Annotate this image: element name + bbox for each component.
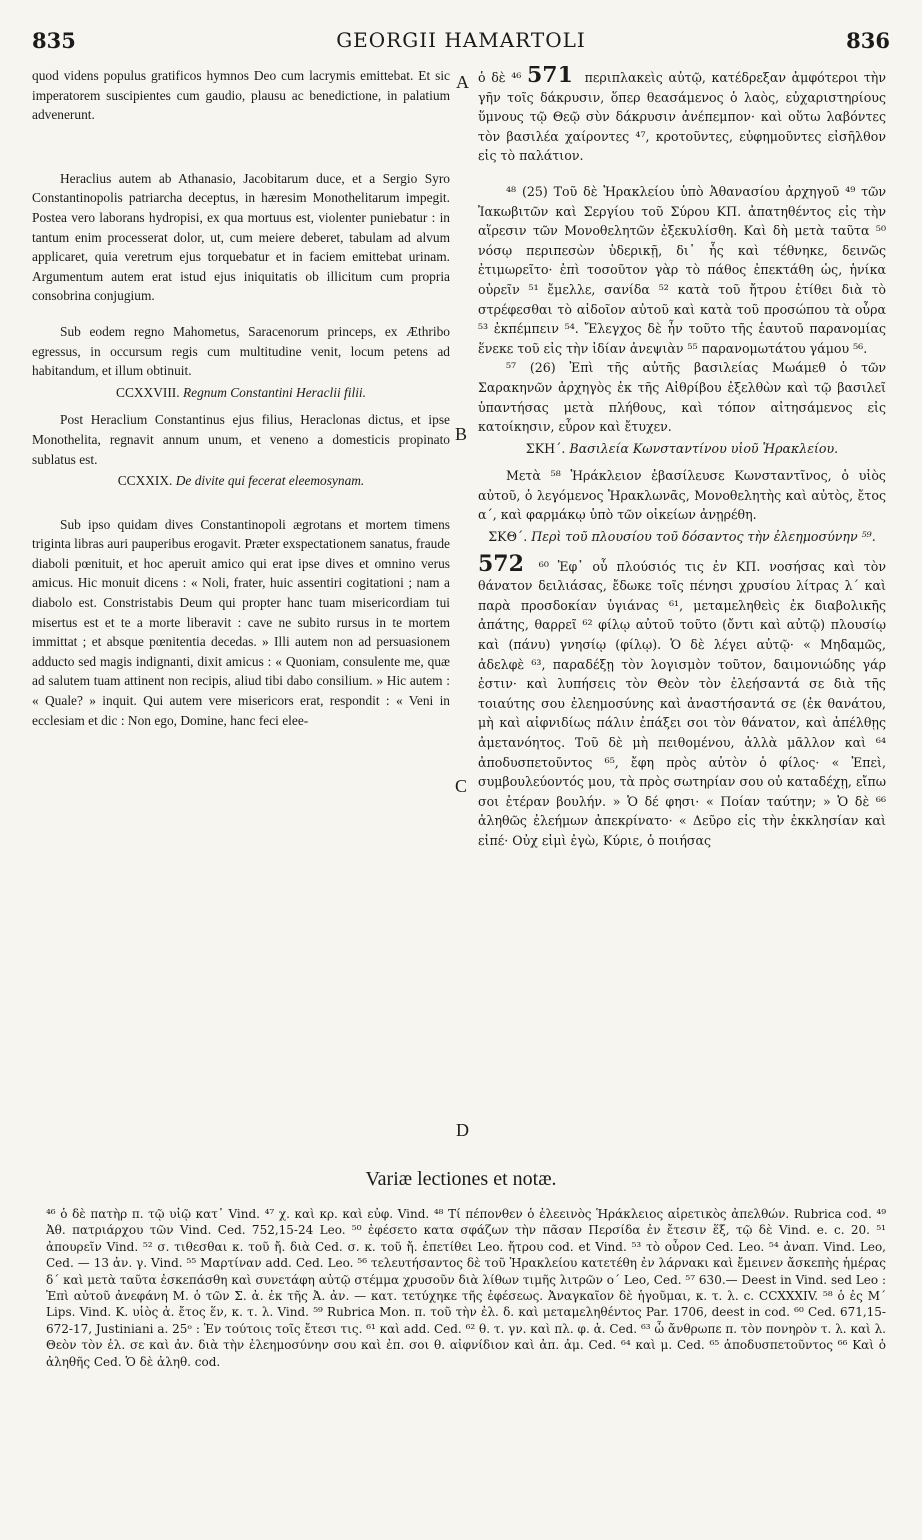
greek-heading-skh	[478, 439, 886, 459]
latin-column	[32, 66, 450, 1156]
margin-letter-d: D	[456, 1120, 469, 1140]
latin-heading-title: Regnum Constantini Heraclii filii.	[182, 384, 366, 400]
column-number-572: 572	[478, 550, 524, 577]
page-header	[0, 22, 922, 56]
greek-heading-number: ΣΚΗ΄.	[525, 440, 566, 456]
margin-letter-b: B	[455, 424, 468, 444]
greek-heading-title: Περὶ τοῦ πλουσίου τοῦ δόσαντος τὴν ἐλεημοσύνην ⁵⁹.	[531, 529, 876, 545]
greek-heading-number: ΣΚΘ΄.	[488, 529, 528, 545]
latin-heading-ccxxix	[32, 471, 450, 491]
latin-heading-number: CCXXVIII.	[116, 384, 180, 400]
greek-paragraph-5-text: ⁶⁰ Ἐφ᾽ οὗ πλούσιός τις ἐν ΚΠ. νοσήσας καὶ τὸν θάνατον δειλιάσας, ἔδωκε τοῖς πένησι χρυσίου λίτρας λ΄ καὶ παρὰ προσδοκίαν ὑγιάνας ⁶¹, μεταμεληθεὶς ἐκ διαβολικῆς ἀπάτης, θαρρεῖ ⁶² φίλῳ αὐτοῦ τοῦτο (ὄντι καὶ αὐτῷ) πλουσίῳ καὶ (πάνυ) γνησίῳ (φίλῳ). Ὁ δὲ λέγει αὐτῷ· « Μηδαμῶς, ἀδελφὲ ⁶³, παραδέξῃ τὸν λογισμὸν τοῦτον, δαιμονιώδης γάρ ἐστιν· καὶ λυπήσεις τὸν Θεὸν τὸν ἐλεήσαντά σε διὰ τῆς τοιαύτης σου ἐλεημοσύνης καὶ ἀναστήσαντά σε (ἐκ θανάτου, μὴ καὶ αἰφνιδίως πάλιν ἐπάξει σοι τὸν θάνατον, καὶ ἀπέλθῃς ἀμετανόητος. Τοῦ δὲ μὴ πειθομένου, ἀλλὰ μᾶλλον καὶ ⁶⁴ ἀποδυσπετοῦντος ⁶⁵, ἔφη πρὸς αὐτὸν ὁ φίλος· « Ἐπεὶ, συμβουλεύοντός μου, τὰ πρὸς σωτηρίαν σου οὐ καταδέχῃ, εἴπω σοι ἑτέραν βουλήν. » Ὁ δέ φησι· « Ποίαν ταύτην; » Ὁ δὲ ⁶⁶ ἀληθῶς ἐλεήμων ἀπεκρίνατο· « Δεῦρο εἰς τὴν ἐκκλησίαν καὶ εἰπέ· Οὐχ εἰμὶ ἐγὼ, Κύριε, ὁ ποιήσας	[478, 558, 886, 848]
variant-notes-text: ⁴⁶ ὁ δὲ πατὴρ π. τῷ υἱῷ κατ᾽ Vind. ⁴⁷ χ. καὶ κρ. καὶ εὐφ. Vind. ⁴⁸ Τί πέπονθεν ὁ ἐλεεινὸς Ἡράκλειος αἱρετικὸς ἀπελθών. Rubrica cod. ⁴⁹ Ἀθ. πατριάρχου τῶν Vind. Ced. 752,15-24 Leo. ⁵⁰ ἐφέσετο κατα σφάζων τὴν πᾶσαν Περσίδα ἐν ἔτεσιν ἕξ, τῷ δὲ Vind. e. c. 20. ⁵¹ ἀπουρεῖν Vind. ⁵² σ. τιθεσθαι κ. τοῦ ἤ. διὰ Ced. σ. κ. τοῦ ἤ. ἐπετίθει Leo. ἤτρου cod. et Vind. ⁵³ τὸ οὖρον Ced. Leo. ⁵⁴ ἀναπ. Vind. Leo, Ced. — 13 ἀν. γ. Vind. ⁵⁵ Μαρτίναν add. Ced. Leo. ⁵⁶ τελευτήσαντος δὲ τοῦ Ἡρακλείου κατετέθη ἐν λάρνακι καὶ ἔμεινεν ἄσκεπὴς ἡμέρας δ΄ καὶ μετὰ ταῦτα ἐσκεπάσθη καὶ συνετάφη αὐτῷ στέμμα χρυσοῦν διὰ λίθων τιμῆς λιτρῶν ο΄ Leo, Ced. ⁵⁷ 630.— Deest in Vind. sed Leo : Ἐπὶ αὐτοῦ ἀνεφάνη Μ. ὁ τῶν Σ. ἀ. ἐκ τῆς Ἀ. ἀν. — κατ. τετύχηκε τῆς ἐφέσεως. Ἀναγκαῖον δὲ ἡγοῦμαι, κ. τ. λ. c. CCXXXIV. ⁵⁸ ὁ ἐς Μ΄ Lips. Vind. Κ. υἱὸς ἀ. ἔτος ἕν, κ. τ. λ. Vind. ⁵⁹ Rubrica Mon. π. τοῦ τὴν ἐλ. δ. καὶ μεταμεληθέντος Par. 1706, deest in cod. ⁶⁰ Ced. 671,15-672-17, Justiniani a. 25ᵒ : Ἐν τούτοις τοῖς ἔτεσι τις. ⁶¹ καὶ add. Ced. ⁶² θ. τ. γν. καὶ πλ. φ. ἀ. Ced. ⁶³ ὦ ἄνθρωπε π. τὸν πονηρὸν τ. λ. καὶ λ. Θεὸν τὸν ἐλ. σε καὶ ἀν. διὰ τὴν ἐλεημοσύνην σου καὶ ἐπ. σοι θ. αἰφνίδιον καὶ ἀπ. ἀμ. Ced. ⁶⁴ καὶ μ. Ced. ⁶⁵ ἀποδυσπετοῦντος ⁶⁶ Καὶ ὁ ἀληθῆς Ced. Ὁ δὲ ἀληθ. cod.	[46, 1207, 886, 1369]
greek-heading-skth	[478, 527, 886, 547]
latin-paragraph-4: Post Heraclium Constantinus ejus filius, Heraclonas dictus, et ipse Monothelita, regnavit annum unum, et veneno a domesticis propinato sublatus est.	[32, 412, 450, 467]
latin-heading-ccxxviii	[32, 383, 450, 403]
latin-heading-number: CCXXIX.	[117, 473, 173, 489]
latin-heading-title: De divite qui fecerat eleemosynam.	[175, 473, 365, 489]
page-number-right: 836	[846, 28, 890, 53]
greek-column	[478, 66, 886, 1156]
running-title: GEORGII HAMARTOLI	[336, 28, 586, 52]
greek-paragraph-2: ⁴⁸ (25) Τοῦ δὲ Ἡρακλείου ὑπὸ Ἀθανασίου ἀρχηγοῦ ⁴⁹ τῶν Ἰακωβιτῶν καὶ Σεργίου τοῦ Σύρου ΚΠ. ἀπατηθέντος εἰς τὴν αἵρεσιν τῶν Μονοθελητῶν ἐξεκυλίσθη. Καὶ δὴ μετὰ ταῦτα ⁵⁰ νόσῳ περιπεσὼν ὑδερικῇ, δι᾽ ἧς καὶ τέθνηκε, δεινῶς ἐτιμωρεῖτο· ἐπὶ τοσοῦτον γὰρ τὸ πάθος ἐπεκτάθη ὡς, ἡνίκα οὐρεῖν ⁵¹ ἔμελλε, σανίδα ⁵² κατὰ τοῦ ἤτρου ἐτίθει διὰ τὸ στρέφεσθαι τὸ αἰδοῖον αὐτοῦ καὶ κατὰ τοῦ προσώπου τὰ οὖρα ⁵³ ἐκπέμπειν ⁵⁴. Ἔλεγχος δὲ ἦν τοῦτο τῆς ἑαυτοῦ παρανομίας ἕνεκε τοῦ εἰς τὴν ἰδίαν ἀνεψιὰν ⁵⁵ παρανομωτάτου γάμου ⁵⁶.	[478, 183, 886, 356]
greek-heading-title: Βασιλεία Κωνσταντίνου υἱοῦ Ἡρακλείου.	[569, 440, 839, 456]
greek-paragraph-4: Μετὰ ⁵⁸ Ἡράκλειον ἐβασίλευσε Κωνσταντῖνος, ὁ υἱὸς αὐτοῦ, ὁ λεγόμενος Ἡρακλωνᾶς, Μονοθελητὴς καὶ αὐτὸς, ἔτος α΄, καὶ φαρμάκῳ ὑπὸ τῶν οἰκείων ἀνῃρέθη.	[478, 468, 886, 523]
column-number-571: 571	[526, 66, 573, 88]
greek-paragraph-3: ⁵⁷ (26) Ἐπὶ τῆς αὐτῆς βασιλείας Μωάμεθ ὁ τῶν Σαρακηνῶν ἀρχηγὸς ἐκ τῆς Αἰθρίβου ἐξελθὼν καὶ τῷ βασιλεῖ ὑπαντήσας μετὰ πλήθους, καὶ τόπον αἰτησάμενος εἰς κατοίκησιν, εὗρον καὶ ἔτυχεν.	[478, 360, 886, 435]
margin-letter-a: A	[456, 72, 469, 92]
notes-title: Variæ lectiones et notæ.	[365, 1168, 557, 1190]
greek-paragraph-5	[478, 550, 886, 851]
latin-paragraph-3: Sub eodem regno Mahometus, Saracenorum princeps, ex Æthribo egressus, in occursum regis cum multitudine venit, locum petens ad habitandum, et illum obtinuit.	[32, 323, 450, 379]
margin-letter-c: C	[455, 776, 468, 796]
greek-paragraph-1	[478, 66, 886, 166]
greek-paragraph-1-text: περιπλακεὶς αὐτῷ, κατέδρεξαν ἀμφότεροι τὴν γῆν τοῖς δάκρυσιν, ὅπερ θεασάμενος ὁ λαὸς, εὐχαριστηρίους ὕμνους τῷ Θεῷ σὺν δάκρυσιν ἀνέπεμπον· καὶ οὕτω λαβόντες τὸν βασιλέα χαίροντες ⁴⁷, κροτοῦντες, εὐφημοῦντες εἰσῆλθον εἰς τὸ παλάτιον.	[478, 70, 886, 164]
greek-note-marker: ὁ δὲ ⁴⁶	[478, 70, 522, 85]
latin-paragraph-1: quod videns populus gratificos hymnos Deo cum lacrymis emittebat. Et sic imperatorem suscipientes cum gaudio, plausu ac benedictione, in palatium advenerunt.	[32, 68, 450, 123]
page-number-left: 835	[32, 28, 76, 53]
variant-notes	[46, 1206, 886, 1526]
latin-paragraph-2: Heraclius autem ab Athanasio, Jacobitarum duce, et a Sergio Syro Constantinopolis patriarcha deceptus, in hæresim Monothelitarum impegit. Postea vero laborans hydropisi, ex qua mortuus est, violenter puniebatur : in tantum enim processerat dolor, ut, cum meiere deberet, tabulam ad alvum applicaret, quia veretrum ejus torquebatur et in faciem emittebat urinam. Argumentum autem erat istud ejus iniquitatis ob illicitum cum propria consobrina conjugium.	[32, 170, 450, 304]
latin-paragraph-5: Sub ipso quidam dives Constantinopoli ægrotans et mortem timens triginta libras auri pauperibus erogavit. Præter exspectationem sanatus, fraude diaboli pœnituit, et hoc aperuit amico qui erat ipse dives et omnino verus amicus. Hic monuit dicens : « Noli, frater, huic assentiri cogitationi ; nam a diabolo est. Constristabis Deum qui propter hanc tuam misericordiam tui misertus est et te a morte liberavit : cave ne subito rursus in te mortem immittat ; et absque pœnitentia decedas. » Illi autem non ad persuasionem adducto sed magis indignanti, dixit amicus : « Quoniam, consulente me, quæ ad salutem tuam attinent non recipis, aliud tibi dabo consilium. » Hic autem : « Quale? » inquit. Qui autem vere misericors erat, respondit : « Veni in ecclesiam et dic : Non ego, Domine, hanc feci elee-	[32, 516, 450, 728]
